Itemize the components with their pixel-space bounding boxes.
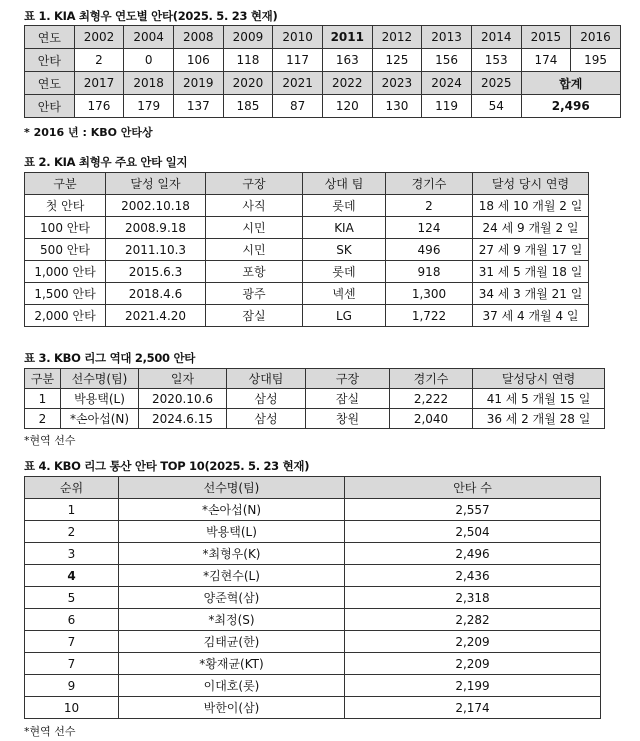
table-cell: 2023: [372, 72, 422, 95]
table-row: [25, 675, 601, 697]
table-cell: 117: [273, 49, 323, 72]
table-cell: *손아섭(N): [61, 409, 139, 429]
table-cell: 106: [173, 49, 223, 72]
table-cell: 양준혁(삼): [119, 587, 345, 609]
table-cell: 2008: [173, 26, 223, 49]
table-cell: *김현수(L): [119, 565, 345, 587]
table-cell: LG: [303, 305, 386, 327]
table-row: [25, 195, 589, 217]
table-cell: 2: [25, 409, 61, 429]
column-header: 순위: [25, 477, 119, 499]
table3-2500-hits: [24, 368, 605, 429]
table-cell: 잠실: [206, 305, 303, 327]
table-cell: 2,318: [345, 587, 601, 609]
table-cell: 27 세 9 개월 17 일: [473, 239, 589, 261]
table-cell: 2009: [223, 26, 273, 49]
table-cell: 54: [471, 95, 521, 118]
table-cell: 롯데: [303, 261, 386, 283]
table-row: [25, 305, 589, 327]
table-cell: 롯데: [303, 195, 386, 217]
table-cell: 2024.6.15: [139, 409, 227, 429]
row-label: 연도: [25, 72, 75, 95]
table-row: [25, 565, 601, 587]
table-cell: 포항: [206, 261, 303, 283]
table-cell: 2021: [273, 72, 323, 95]
table-cell: 2010: [273, 26, 323, 49]
column-header: 달성 당시 연령: [473, 173, 589, 195]
table-cell: 2: [386, 195, 473, 217]
table-cell: 37 세 4 개월 4 일: [473, 305, 589, 327]
table-cell: 24 세 9 개월 2 일: [473, 217, 589, 239]
table-cell: 2: [25, 521, 119, 543]
table-cell: 0: [124, 49, 174, 72]
table-cell: 박한이(삼): [119, 697, 345, 719]
table-cell: 2,040: [390, 409, 473, 429]
table4-note: *현역 선수: [24, 725, 76, 738]
table-row: [25, 49, 621, 72]
table-row: [25, 499, 601, 521]
table-cell: 87: [273, 95, 323, 118]
table-cell: 118: [223, 49, 273, 72]
table3-caption: 표 3. KBO 리그 역대 2,500 안타: [24, 351, 196, 365]
table-cell: 2,209: [345, 653, 601, 675]
table-cell: 176: [74, 95, 124, 118]
table-row: [25, 95, 621, 118]
column-header: 선수명(팀): [119, 477, 345, 499]
table-cell: 163: [322, 49, 372, 72]
table-cell: 2021.4.20: [106, 305, 206, 327]
table-cell: 7: [25, 653, 119, 675]
table-cell: 2,199: [345, 675, 601, 697]
table-cell: 삼성: [227, 389, 306, 409]
table-cell: *황재균(KT): [119, 653, 345, 675]
table-cell: 창원: [306, 409, 390, 429]
table-row: [25, 543, 601, 565]
table-cell: 3: [25, 543, 119, 565]
table-cell: 2,222: [390, 389, 473, 409]
table-cell: 김태균(한): [119, 631, 345, 653]
table-row: [25, 239, 589, 261]
table-cell: 2012: [372, 26, 422, 49]
table-header-row: [25, 369, 605, 389]
table-row: [25, 587, 601, 609]
column-header: 상대팀: [227, 369, 306, 389]
table-row: [25, 72, 621, 95]
total-value: 2,496: [521, 95, 620, 118]
table-cell: 137: [173, 95, 223, 118]
row-label: 안타: [25, 49, 75, 72]
table-cell: 2002: [74, 26, 124, 49]
table-cell: 130: [372, 95, 422, 118]
table-cell: 시민: [206, 217, 303, 239]
table-cell: 2,282: [345, 609, 601, 631]
table-cell: 34 세 3 개월 21 일: [473, 283, 589, 305]
table-cell: 185: [223, 95, 273, 118]
table-cell: 2008.9.18: [106, 217, 206, 239]
table-cell: 넥센: [303, 283, 386, 305]
column-header: 달성 일자: [106, 173, 206, 195]
table-cell: 2011.10.3: [106, 239, 206, 261]
table-cell: 174: [521, 49, 571, 72]
table-cell: 2018.4.6: [106, 283, 206, 305]
table-row: [25, 217, 589, 239]
table-cell: 2,000 안타: [25, 305, 106, 327]
table-cell: 18 세 10 개월 2 일: [473, 195, 589, 217]
table1-note: * 2016 년 : KBO 안타상: [24, 126, 153, 139]
table-row: [25, 26, 621, 49]
table-row: [25, 389, 605, 409]
table-header-row: [25, 173, 589, 195]
table-cell: 125: [372, 49, 422, 72]
table-cell: 1,500 안타: [25, 283, 106, 305]
column-header: 안타 수: [345, 477, 601, 499]
table-row: [25, 609, 601, 631]
table-row: [25, 697, 601, 719]
table-cell: 박용택(L): [119, 521, 345, 543]
table-cell: 9: [25, 675, 119, 697]
column-header: 일자: [139, 369, 227, 389]
table-cell: 첫 안타: [25, 195, 106, 217]
table-cell: 100 안타: [25, 217, 106, 239]
table-cell: 2024: [422, 72, 472, 95]
table-cell: *손아섭(N): [119, 499, 345, 521]
table1-caption: 표 1. KIA 최형우 연도별 안타(2025. 5. 23 현재): [24, 9, 278, 23]
table-cell: 500 안타: [25, 239, 106, 261]
table-cell: 2,504: [345, 521, 601, 543]
table-cell: 1,300: [386, 283, 473, 305]
table-cell: 1,000 안타: [25, 261, 106, 283]
table2-milestones: [24, 172, 589, 327]
row-label: 안타: [25, 95, 75, 118]
table-cell: 2004: [124, 26, 174, 49]
table-row: [25, 283, 589, 305]
table1-yearly-hits: [24, 25, 621, 118]
table-cell: 박용택(L): [61, 389, 139, 409]
column-header: 구장: [306, 369, 390, 389]
table-cell: 2018: [124, 72, 174, 95]
table-cell: 삼성: [227, 409, 306, 429]
table-row: [25, 653, 601, 675]
table-cell: 2019: [173, 72, 223, 95]
table-cell: 2020: [223, 72, 273, 95]
table-cell: 119: [422, 95, 472, 118]
table-cell: 2,496: [345, 543, 601, 565]
table3-note: *현역 선수: [24, 434, 76, 447]
table-cell: 5: [25, 587, 119, 609]
table-cell: *최정(S): [119, 609, 345, 631]
table-cell: 2016: [571, 26, 621, 49]
table-cell: 1,722: [386, 305, 473, 327]
table-cell: 2: [74, 49, 124, 72]
table-cell: 153: [471, 49, 521, 72]
table-cell: 2015: [521, 26, 571, 49]
table2-caption: 표 2. KIA 최형우 주요 안타 일지: [24, 155, 188, 169]
table-cell: 918: [386, 261, 473, 283]
total-label: 합계: [521, 72, 620, 95]
table-cell: 2,174: [345, 697, 601, 719]
table-cell: 1: [25, 389, 61, 409]
table-cell: 6: [25, 609, 119, 631]
table-row: [25, 409, 605, 429]
row-label: 연도: [25, 26, 75, 49]
table-cell: 2017: [74, 72, 124, 95]
table-cell: 7: [25, 631, 119, 653]
table-cell: 2002.10.18: [106, 195, 206, 217]
table-cell: 사직: [206, 195, 303, 217]
table4-top10: [24, 476, 601, 719]
table-cell: 31 세 5 개월 18 일: [473, 261, 589, 283]
table-cell: 41 세 5 개월 15 일: [473, 389, 605, 409]
column-header: 경기수: [390, 369, 473, 389]
table-cell: 156: [422, 49, 472, 72]
table-header-row: [25, 477, 601, 499]
table-cell: 2022: [322, 72, 372, 95]
table-row: [25, 521, 601, 543]
table-cell: SK: [303, 239, 386, 261]
table-row: [25, 261, 589, 283]
table4-caption: 표 4. KBO 리그 통산 안타 TOP 10(2025. 5. 23 현재): [24, 459, 310, 473]
table-cell: 2,436: [345, 565, 601, 587]
table-cell: 124: [386, 217, 473, 239]
column-header: 구분: [25, 369, 61, 389]
table-cell: 2020.10.6: [139, 389, 227, 409]
table-cell: 2025: [471, 72, 521, 95]
table-cell: 4: [25, 565, 119, 587]
table-cell: 2011: [322, 26, 372, 49]
table-cell: 2015.6.3: [106, 261, 206, 283]
table-cell: 2,557: [345, 499, 601, 521]
column-header: 상대 팀: [303, 173, 386, 195]
column-header: 구장: [206, 173, 303, 195]
table-cell: 이대호(롯): [119, 675, 345, 697]
table-cell: 496: [386, 239, 473, 261]
table-cell: 잠실: [306, 389, 390, 409]
table-cell: 1: [25, 499, 119, 521]
table-cell: *최형우(K): [119, 543, 345, 565]
table-cell: 2013: [422, 26, 472, 49]
table-cell: 시민: [206, 239, 303, 261]
table-cell: 2,209: [345, 631, 601, 653]
table-cell: 2014: [471, 26, 521, 49]
table-cell: 195: [571, 49, 621, 72]
table-cell: 광주: [206, 283, 303, 305]
table-row: [25, 631, 601, 653]
column-header: 달성당시 연령: [473, 369, 605, 389]
table-cell: 120: [322, 95, 372, 118]
column-header: 경기수: [386, 173, 473, 195]
column-header: 선수명(팀): [61, 369, 139, 389]
table-cell: 179: [124, 95, 174, 118]
table-cell: 36 세 2 개월 28 일: [473, 409, 605, 429]
table-cell: 10: [25, 697, 119, 719]
column-header: 구분: [25, 173, 106, 195]
table-cell: KIA: [303, 217, 386, 239]
